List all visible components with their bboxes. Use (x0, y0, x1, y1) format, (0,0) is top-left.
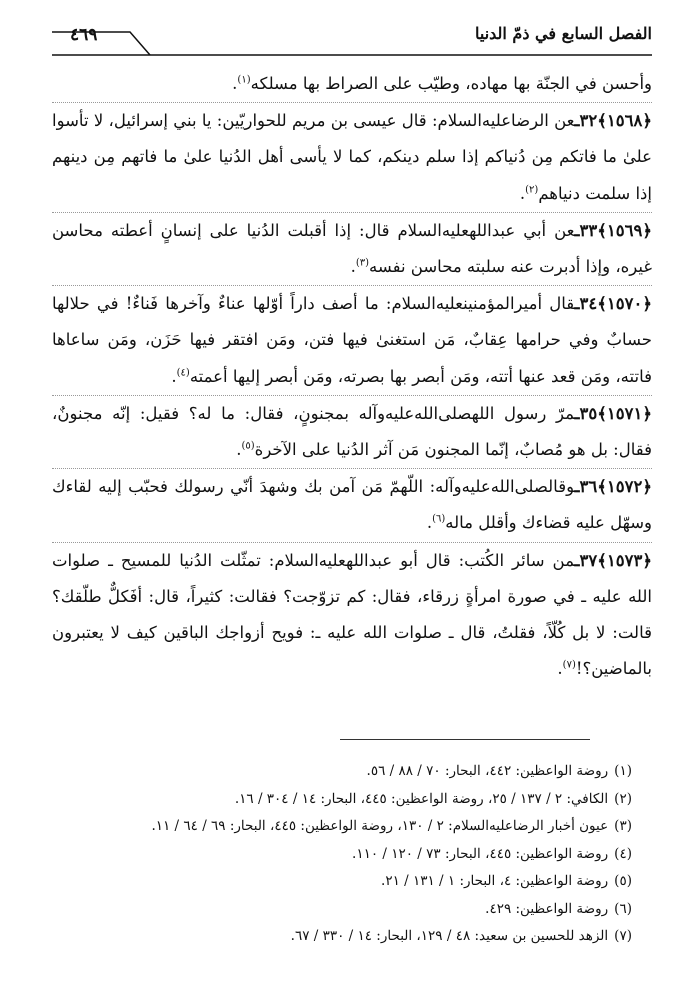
sub-number: ٣٧ـ (574, 550, 598, 570)
footnote-text: روضة الواعظين: ٤٤٢، البحار: ٧٠ / ٨٨ / ٥٦. (366, 763, 609, 779)
sentence-end: . (519, 183, 526, 203)
sentence-end: . (557, 659, 563, 679)
hadith-text: من سائر الكُتب: قال أبو عبداللهعليه‌السلام: تمثّلت الدُنيا للمسيح ـ صلوات الله عليه ـ في صورة امرأةٍ زرقاء، فقال: كم تزوّجت؟ فقالت: كثيراً، قال: أفَكلٌّ طلّقك؟ قالت: لا بل كُلّاً، فقلتُ، قال ـ صلوات الله عليه ـ: فويح أزواجك الباقين كيف لا يعتبرون بالماضين؟! (52, 550, 652, 679)
hadith-number: ﴿١٥٦٩﴾ (597, 220, 652, 240)
footnote-number: (٧) (614, 928, 632, 944)
continued-text (52, 66, 652, 102)
footnote-number: (٣) (614, 818, 632, 834)
footnote-ref: (٢) (525, 184, 539, 196)
footnote-item (52, 758, 632, 786)
hadith-number: ﴿١٥٧٢﴾ (597, 477, 652, 497)
sub-number: ٣٥ـ (574, 403, 598, 423)
footnote-number: (٦) (614, 900, 632, 917)
body-text (52, 66, 652, 687)
page-header (52, 10, 652, 62)
footnote-text: عيون أخبار الرضاعليه‌السلام: ٢ / ١٣٠، روضة الواعظين: ٤٤٥، البحار: ٦٩ / ٦٤ / ١١. (151, 818, 609, 834)
footnote-number: (٥) (614, 873, 632, 889)
hadith-entry (52, 395, 652, 468)
footnote-text: الزهد للحسين بن سعيد: ٤٨ / ١٢٩، البحار: ١٤ / ٣٣٠ / ٦٧. (290, 928, 609, 944)
footnote-text: روضة الواعظين: ٤، البحار: ١ / ١٣١ / ٢١. (381, 873, 609, 889)
chapter-title: الفصل السابع في ذمّ الدنيا (474, 24, 652, 43)
footnote-number: (٤) (614, 845, 632, 862)
footnote-item (52, 813, 632, 841)
hadith-text: عن الرضاعليه‌السلام: قال عيسى بن مريم للحواريّين: يا بني إسرائيل، لا تأسوا علىٰ ما فاتكم مِن دُنياكم إذا سلم دينكم، كما لا يأسى أهل الدُنيا علىٰ ما فاتهم مِن دينهم إذا سلمت دنياهم (52, 111, 652, 203)
footnote-text: روضة الواعظين: ٤٢٩. (485, 900, 609, 917)
footnote-text: الكافي: ٢ / ١٣٧ / ٢٥، روضة الواعظين: ٤٤٥، البحار: ١٤ / ٣٠٤ / ١٦. (234, 790, 609, 807)
sentence-end: . (350, 257, 356, 277)
footnote-number: (١) (614, 763, 632, 779)
footnote-number: (٢) (614, 790, 632, 807)
footnotes (52, 758, 632, 951)
footnote-item (52, 786, 632, 814)
sub-number: ٣٢ـ (574, 111, 598, 131)
footnote-ref: (٤) (176, 367, 190, 379)
sentence-end: . (426, 513, 433, 533)
hadith-text: عن أبي عبداللهعليه‌السلام قال: إذا أقبلت الدُنيا على إنسانٍ أعطته محاسن غيره، وإذا أدبرت عنه سلبته محاسن نفسه (52, 220, 652, 277)
footnote-item (52, 841, 632, 869)
footnote-ref: (٧) (562, 659, 576, 671)
sentence-end: . (232, 74, 238, 93)
footnote-item (52, 896, 632, 924)
sub-number: ٣٦ـ (574, 477, 598, 497)
hadith-entry (52, 102, 652, 212)
hadith-entry (52, 468, 652, 541)
hadith-entry (52, 285, 652, 395)
hadith-entry (52, 212, 652, 285)
footnote-text: روضة الواعظين: ٤٤٥، البحار: ٧٣ / ١٢٠ / ١١٠. (352, 845, 609, 862)
hadith-text: قال أميرالمؤمنينعليه‌السلام: ما أصف داراً أوّلها عناءٌ وآخرها فَناءٌ! في حلالها حسابٌ وفي حرامها عِقابٌ، مَن استغنىٰ فيها فتن، ومَن افتقر فيها حَزَن، ومَن ساعاها فاتته، ومَن قعد عنها أتته، ومَن أبصر بها بصرته، ومَن أبصر إليها أعمته (52, 294, 652, 386)
hadith-number: ﴿١٥٧١﴾ (597, 403, 652, 423)
footnote-ref: (٣) (355, 257, 370, 269)
sentence-end: . (236, 440, 242, 460)
footnote-ref: (١) (237, 74, 251, 86)
hadith-number: ﴿١٥٦٨﴾ (597, 111, 652, 131)
footnote-item (52, 868, 632, 896)
page-number: ٤٦٩ (70, 25, 98, 45)
sentence-end: . (171, 366, 177, 386)
hadith-number: ﴿١٥٧٣﴾ (597, 550, 652, 570)
hadith-number: ﴿١٥٧٠﴾ (597, 294, 652, 314)
hadith-text: وأحسن في الجنّة بها مهاده، وطيّب على الصراط بها مسلكه (250, 74, 652, 93)
footnote-ref: (٦) (432, 513, 446, 525)
hadith-entry (52, 542, 652, 688)
sub-number: ٣٤ـ (574, 294, 598, 314)
sub-number: ٣٣ـ (574, 220, 598, 240)
hadith-text: وقالصلى‌الله‌عليه‌وآله: اللّهمّ مَن آمن بك وشهدَ أنّي رسولك فحبّب إليه لقاءك وسهّل عليه قضاءك وأقلل ماله (52, 477, 652, 533)
footnote-item (52, 923, 632, 951)
hadith-text: مرّ رسول اللهصلى‌الله‌عليه‌وآله بمجنونٍ، فقال: ما له؟ فقيل: إنّه مجنونٌ، فقال: بل هو مُصابٌ، إنّما المجنون مَن آثر الدُنيا على الآخرة (52, 403, 652, 460)
footnote-rule (340, 739, 590, 740)
footnote-ref: (٥) (241, 440, 255, 452)
